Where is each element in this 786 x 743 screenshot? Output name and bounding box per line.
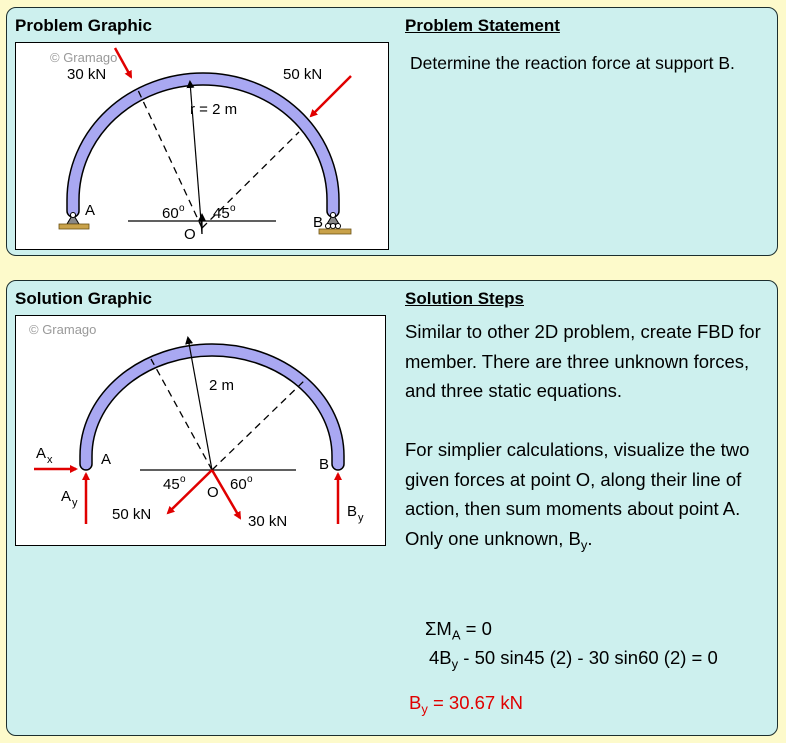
watermark: © Gramago [29,322,97,337]
subscript-y: y [580,537,588,553]
solution-panel [6,280,778,736]
angle-45-label: 45 [213,205,230,222]
degree-mark-right: o [247,474,253,485]
point-a-label: A [101,451,112,468]
center-o-label: O [207,484,219,501]
reaction-by-subscript: y [358,512,364,524]
force-label-50kn: 50 kN [283,66,323,83]
degree-mark-right: o [230,203,236,214]
solution-steps-text [405,317,771,560]
arch-member [80,344,344,470]
support-a-label: A [85,202,96,219]
equation-moment-expansion: $4B_y - 50$ sin45 (2) - 30 sin60 (2) = 0 [429,647,718,672]
force-label-30kn: 30 kN [67,66,107,83]
solution-paragraph-1: Similar to other 2D problem, create FBD for member. There are three unknown forces, and three static equations. [405,321,761,401]
reaction-by-label: B [347,503,358,520]
solution-fbd-diagram [16,316,387,547]
solution-graphic [15,315,386,546]
radius-label: r = 2 m [190,101,238,118]
problem-graphic [15,42,389,250]
force-arrow-30kn [115,48,131,77]
problem-statement-text: Determine the reaction force at support B. [410,53,735,73]
problem-graphic-heading: Problem Graphic [15,16,152,35]
problem-diagram [16,43,390,251]
reaction-ay-subscript: y [72,497,78,509]
angle-60-label: 60 [230,476,247,493]
result-by: $B_y = 30.67$ kN [409,692,523,717]
support-b-label: B [313,214,324,231]
problem-panel [6,7,778,256]
degree-mark-left: o [179,203,185,214]
solution-graphic-heading: Solution Graphic [15,289,152,308]
reaction-ay-label: A [61,488,72,505]
point-b-label: B [319,456,330,473]
support-b [319,213,351,235]
solution-steps-heading: Solution Steps [405,289,524,308]
angle-45-label: 45 [163,476,180,493]
watermark: © Gramago [50,50,118,65]
radius-line [188,338,212,470]
angle-60-label: 60 [162,205,179,222]
line-of-action-left [151,359,212,470]
center-o-label: O [184,226,196,243]
arch-member [67,73,339,217]
reaction-ax-label: A [36,445,47,462]
equation-sum-moments: $\Sigma M_A = 0$ [425,618,492,643]
force-label-30kn: 30 kN [248,513,288,530]
radius-label: 2 m [209,377,235,394]
degree-mark-left: o [180,474,186,485]
reaction-ax-subscript: x [47,454,53,466]
force-label-50kn: 50 kN [112,506,152,523]
solution-paragraph-2: For simplier calculations, visualize the two given forces at point O, along their line of action, then sum moments about point A. Only one unknown, $B_y$. [405,439,750,553]
problem-statement-heading: Problem Statement [405,16,560,35]
